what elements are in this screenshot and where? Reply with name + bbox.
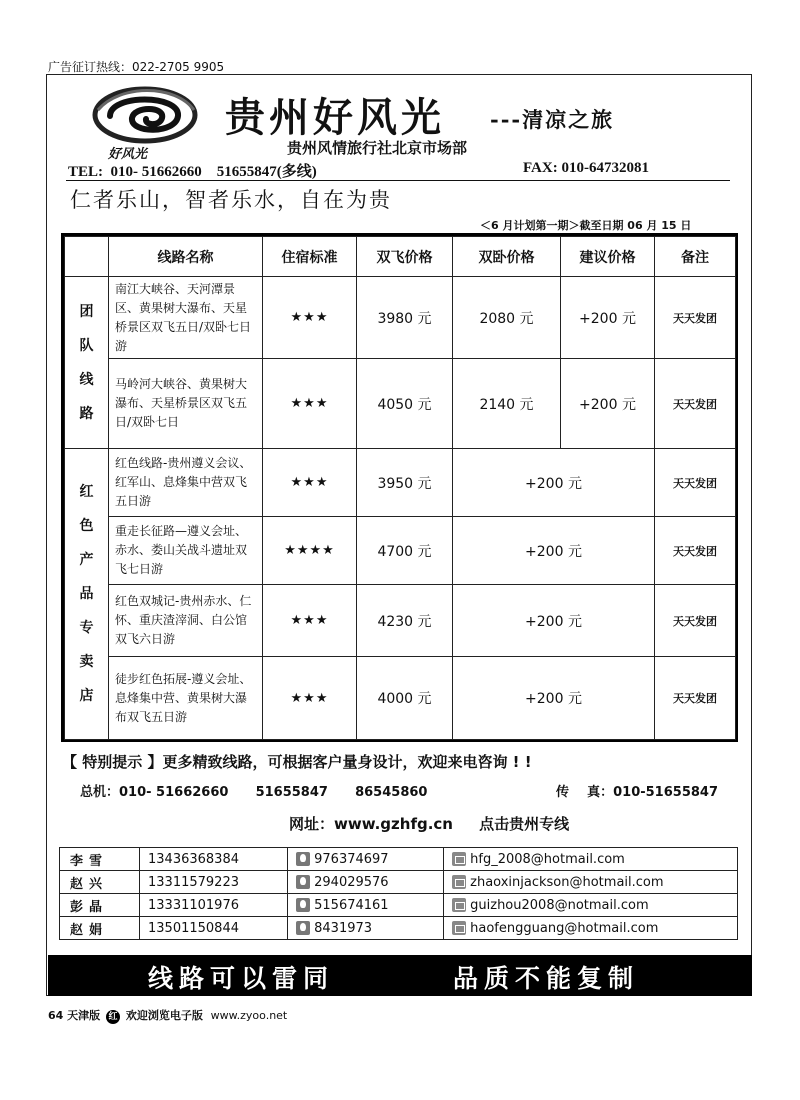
table-row: [65, 657, 736, 740]
hotel-stars: ★★★: [263, 585, 357, 657]
bottom-banner: [48, 955, 752, 996]
table-row: [65, 359, 736, 449]
table-row: [60, 848, 738, 871]
page-footer: [48, 1007, 287, 1024]
plan-note: ＜6 月计划第一期＞截至日期 06 月 15 日: [480, 219, 692, 232]
ad-hotline: 广告征订热线：022-2705 9905: [48, 60, 225, 74]
note: 天天发团: [655, 517, 736, 585]
air-price: 4230 元: [357, 585, 453, 657]
table-row: [65, 277, 736, 359]
hotel-stars: ★★★: [263, 449, 357, 517]
hotel-stars: ★★★: [263, 277, 357, 359]
table-row: [60, 871, 738, 894]
banner-right-text: 品质不能复制: [453, 964, 640, 993]
contact-email: [444, 871, 738, 894]
train-price: 2140 元: [453, 359, 561, 449]
email-icon: [452, 875, 466, 889]
header-air-price: 双飞价格: [357, 237, 453, 277]
qq-icon: [296, 875, 310, 889]
email-address[interactable]: guizhou2008@notmail.com: [470, 897, 649, 913]
routes-table-frame: [61, 233, 738, 742]
contact-qq: [288, 871, 444, 894]
contact-name: 赵兴: [60, 871, 140, 894]
contact-qq: [288, 917, 444, 940]
route-name: 马岭河大峡谷、黄果树大瀑布、天星桥景区双飞五日/双卧七日: [109, 359, 263, 449]
contact-qq: [288, 848, 444, 871]
air-price: 3980 元: [357, 277, 453, 359]
contact-email: [444, 894, 738, 917]
air-price: 4000 元: [357, 657, 453, 740]
qq-number: 976374697: [314, 851, 389, 867]
footer-url[interactable]: www.zyoo.net: [210, 1009, 288, 1022]
email-address[interactable]: zhaoxinjackson@hotmail.com: [470, 874, 664, 890]
contact-email: [444, 848, 738, 871]
contact-qq: [288, 894, 444, 917]
red-products-label: 红 色 产 品 专 卖 店: [65, 449, 109, 740]
suggest-price: +200 元: [561, 359, 655, 449]
suggest-price: +200 元: [453, 449, 655, 517]
table-row: [65, 449, 736, 517]
fax-number: 传 真：010-51655847: [556, 785, 718, 800]
note: 天天发团: [655, 449, 736, 517]
suggest-price: +200 元: [453, 585, 655, 657]
note: 天天发团: [655, 657, 736, 740]
route-name: 徒步红色拓展-遵义会址、息烽集中营、黄果树大瀑布双飞五日游: [109, 657, 263, 740]
email-address[interactable]: hfg_2008@hotmail.com: [470, 851, 625, 867]
switchboard-phones: 总机：010- 51662660 51655847 86545860: [80, 785, 428, 800]
fax-line: FAX: 010-64732081: [523, 160, 649, 176]
route-name: 南江大峡谷、天河潭景区、黄果树大瀑布、天星桥景区双飞五日/双卧七日游: [109, 277, 263, 359]
note: 天天发团: [655, 585, 736, 657]
website-line[interactable]: 网址：www.gzhfg.cn 点击贵州专线: [289, 815, 570, 833]
swirl-logo-icon: [90, 86, 200, 146]
email-icon: [452, 852, 466, 866]
air-price: 4700 元: [357, 517, 453, 585]
note: 天天发团: [655, 359, 736, 449]
contact-phone: 13311579223: [140, 871, 288, 894]
group-tour-label: 团 队 线 路: [65, 277, 109, 449]
suggest-price: +200 元: [453, 517, 655, 585]
banner-left-text: 线路可以雷同: [148, 964, 335, 993]
email-icon: [452, 921, 466, 935]
contact-phone: 13501150844: [140, 917, 288, 940]
note: 天天发团: [655, 277, 736, 359]
train-price: 2080 元: [453, 277, 561, 359]
contact-name: 彭晶: [60, 894, 140, 917]
hotel-stars: ★★★: [263, 657, 357, 740]
hotel-stars: ★★★: [263, 359, 357, 449]
footer-welcome: 欢迎浏览电子版: [125, 1009, 203, 1022]
motto: 仁者乐山，智者乐水，自在为贵: [70, 188, 392, 212]
header-empty: [65, 237, 109, 277]
header-route: 线路名称: [109, 237, 263, 277]
suggest-price: +200 元: [453, 657, 655, 740]
qq-number: 8431973: [314, 920, 373, 936]
contact-email: [444, 917, 738, 940]
contact-name: 李雪: [60, 848, 140, 871]
email-icon: [452, 898, 466, 912]
header-train-price: 双卧价格: [453, 237, 561, 277]
table-row: [65, 585, 736, 657]
qq-number: 515674161: [314, 897, 389, 913]
route-name: 重走长征路—遵义会址、赤水、娄山关战斗遗址双飞七日游: [109, 517, 263, 585]
header-suggest-price: 建议价格: [561, 237, 655, 277]
table-header-row: [65, 237, 736, 277]
logo-text: 好风光: [108, 147, 148, 162]
special-tip: 【 特别提示 】更多精致线路，可根据客户量身设计，欢迎来电咨询 ! !: [62, 753, 532, 771]
header-note: 备注: [655, 237, 736, 277]
contact-phone: 13436368384: [140, 848, 288, 871]
route-name: 红色双城记-贵州赤水、仁怀、重庆渣滓洞、白公馆双飞六日游: [109, 585, 263, 657]
qq-icon: [296, 898, 310, 912]
air-price: 4050 元: [357, 359, 453, 449]
department-name: 贵州风情旅行社北京市场部: [287, 139, 468, 157]
tel-line: TEL: 010- 51662660 51655847(多线): [68, 164, 317, 180]
route-name: 红色线路-贵州遵义会议、红军山、息烽集中营双飞五日游: [109, 449, 263, 517]
header-hotel: 住宿标准: [263, 237, 357, 277]
table-row: [60, 894, 738, 917]
page-number: 64 天津版: [48, 1009, 101, 1022]
contacts-table: [59, 847, 738, 940]
air-price: 3950 元: [357, 449, 453, 517]
qq-icon: [296, 921, 310, 935]
hotel-stars: ★★★★: [263, 517, 357, 585]
email-address[interactable]: haofengguang@hotmail.com: [470, 920, 659, 936]
suggest-price: +200 元: [561, 277, 655, 359]
contact-phone: 13331101976: [140, 894, 288, 917]
table-row: [60, 917, 738, 940]
qq-icon: [296, 852, 310, 866]
brand-title: 贵州好风光: [225, 94, 445, 141]
contact-name: 赵娟: [60, 917, 140, 940]
edition-badge: 红: [106, 1010, 120, 1024]
qq-number: 294029576: [314, 874, 389, 890]
header-divider: [66, 180, 730, 181]
brand-slogan: ---清凉之旅: [490, 107, 615, 132]
table-row: [65, 517, 736, 585]
routes-table: [64, 236, 736, 740]
